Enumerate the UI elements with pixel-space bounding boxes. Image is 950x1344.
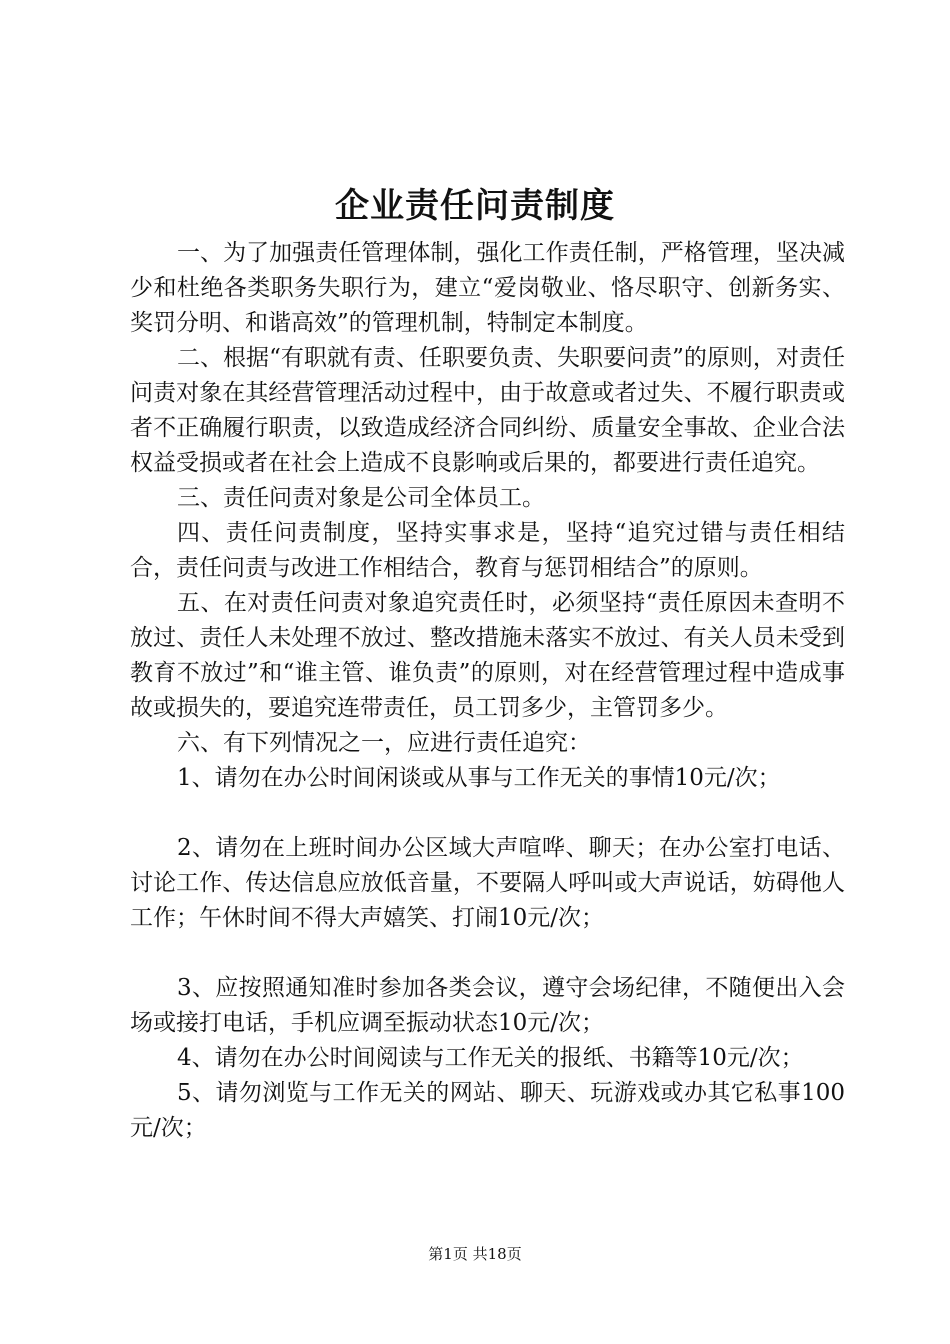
paragraph-1: 一、为了加强责任管理体制，强化工作责任制，严格管理，坚决减少和杜绝各类职务失职行为，建立“爱岗敬业、恪尽职守、创新务实、奖罚分明、和谐高效”的管理机制，特制定本制度。: [130, 240, 845, 336]
page-footer: 第1页 共18页: [428, 1245, 522, 1263]
paragraph-4: 四、责任问责制度，坚持实事求是，坚持“追究过错与责任相结合，责任问责与改进工作相结合，教育与惩罚相结合”的原则。: [130, 520, 845, 581]
list-item-4: 4、请勿在办公时间阅读与工作无关的报纸、书籍等10元/次；: [177, 1045, 804, 1071]
paragraph-2: 二、根据“有职就有责、任职要负责、失职要问责”的原则，对责任问责对象在其经营管理活动过程中，由于故意或者过失、不履行职责或者不正确履行职责，以致造成经济合同纠纷、质量安全事故、企业合法权益受损或者在社会上造成不良影响或后果的，都要进行责任追究。: [130, 345, 845, 476]
document-body: [130, 236, 845, 1146]
list-item-1: 1、请勿在办公时间闲谈或从事与工作无关的事情10元/次；: [177, 765, 781, 791]
paragraph-5: 五、在对责任问责对象追究责任时，必须坚持“责任原因未查明不放过、责任人未处理不放过、整改措施未落实不放过、有关人员未受到教育不放过”和“谁主管、谁负责”的原则，对在经营管理过程中造成事故或损失的，要追究连带责任，员工罚多少，主管罚多少。: [130, 590, 845, 721]
list-item-5: 5、请勿浏览与工作无关的网站、聊天、玩游戏或办其它私事100元/次；: [130, 1080, 845, 1141]
paragraph-6: 六、有下列情况之一，应进行责任追究：: [177, 730, 591, 756]
document-title: 企业责任问责制度: [335, 186, 615, 226]
paragraph-3: 三、责任问责对象是公司全体员工。: [177, 485, 545, 511]
list-item-2: 2、请勿在上班时间办公区域大声喧哗、聊天；在办公室打电话、讨论工作、传达信息应放低音量，不要隔人呼叫或大声说话，妨碍他人工作；午休时间不得大声嬉笑、打闹10元/次；: [130, 835, 845, 931]
list-item-3: 3、应按照通知准时参加各类会议，遵守会场纪律，不随便出入会场或接打电话，手机应调至振动状态10元/次；: [130, 975, 845, 1036]
